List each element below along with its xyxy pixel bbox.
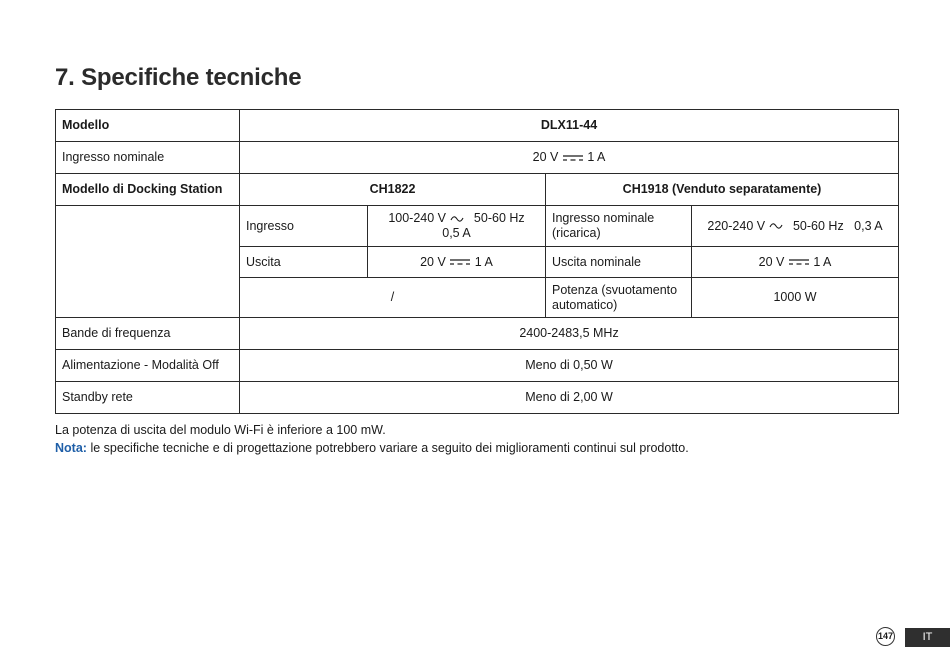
- nota-text: le specifiche tecniche e di progettazione potrebbero variare a seguito dei miglioramenti continui sul prodotto.: [90, 441, 689, 455]
- standby-value: Meno di 2,00 W: [240, 382, 899, 414]
- input-rated-label: Ingresso nominale: [56, 142, 240, 174]
- ch1918-power-label: Potenza (svuotamento automatico): [546, 278, 692, 318]
- ac-current-icon: [769, 222, 783, 230]
- table-row: [56, 174, 899, 206]
- freq-value: 2400-2483,5 MHz: [240, 318, 899, 350]
- ch1822-output-value: 20 V 1 A: [368, 247, 546, 278]
- freq-label: Bande di frequenza: [56, 318, 240, 350]
- dc-current-icon: [449, 258, 471, 266]
- model-value: DLX11-44: [240, 110, 899, 142]
- model-label: Modello: [56, 110, 240, 142]
- ch1918-input-value: 220-240 V 50-60 Hz 0,3 A: [692, 206, 899, 247]
- input-rated-value: 20 V 1 A: [240, 142, 899, 174]
- nota-label: Nota:: [55, 441, 87, 455]
- power-off-value: Meno di 0,50 W: [240, 350, 899, 382]
- ac-current-icon: [450, 215, 464, 223]
- ch1822-header: CH1822: [240, 174, 546, 206]
- table-row: [56, 318, 899, 350]
- ch1918-output-value: 20 V 1 A: [692, 247, 899, 278]
- table-row: [56, 142, 899, 174]
- docking-label: Modello di Docking Station: [56, 174, 240, 206]
- ch1918-header: CH1918 (Venduto separatamente): [546, 174, 899, 206]
- dc-current-icon: [562, 154, 584, 162]
- page-title: 7. Specifiche tecniche: [55, 64, 302, 91]
- docking-blank-cell: [56, 206, 240, 318]
- ch1822-input-value: 100-240 V 50-60 Hz 0,5 A: [368, 206, 546, 247]
- page-number: 147: [876, 627, 895, 646]
- table-row: [56, 350, 899, 382]
- dc-current-icon: [788, 258, 810, 266]
- nota-line: [55, 441, 689, 455]
- table-row: [56, 110, 899, 142]
- language-badge: IT: [905, 628, 950, 647]
- ch1918-power-value: 1000 W: [692, 278, 899, 318]
- ch1822-output-label: Uscita: [240, 247, 368, 278]
- standby-label: Standby rete: [56, 382, 240, 414]
- ch1822-empty-value: /: [240, 278, 546, 318]
- table-row: [56, 206, 899, 247]
- spec-table: [55, 109, 899, 414]
- ch1918-output-label: Uscita nominale: [546, 247, 692, 278]
- power-off-label: Alimentazione - Modalità Off: [56, 350, 240, 382]
- wifi-note: La potenza di uscita del modulo Wi-Fi è inferiore a 100 mW.: [55, 423, 386, 437]
- table-row: [56, 382, 899, 414]
- ch1918-input-label: Ingresso nominale (ricarica): [546, 206, 692, 247]
- ch1822-input-label: Ingresso: [240, 206, 368, 247]
